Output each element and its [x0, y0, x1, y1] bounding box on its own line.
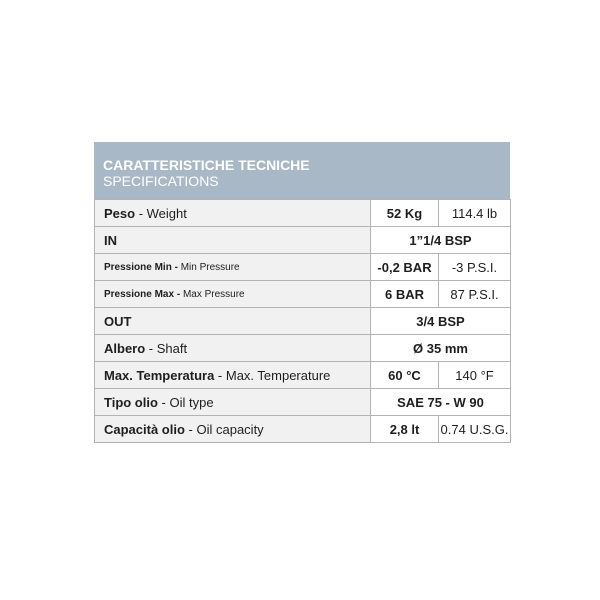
table-row — [95, 308, 511, 335]
label-italian: Pressione Max - — [104, 288, 181, 300]
row-label — [95, 335, 371, 362]
table-row — [95, 281, 511, 308]
spec-grid — [94, 199, 511, 443]
table-header — [94, 142, 510, 199]
label-separator: - — [214, 367, 226, 383]
label-italian: Max. Temperatura — [104, 367, 215, 383]
table-row — [95, 254, 511, 281]
table-row — [95, 389, 511, 416]
label-italian: Albero — [104, 340, 146, 356]
value-imperial: -3 P.S.I. — [439, 254, 511, 281]
row-label — [95, 416, 371, 443]
row-label — [95, 362, 371, 389]
table-row — [95, 416, 511, 443]
label-english: Oil type — [169, 394, 214, 410]
specifications-table — [94, 142, 510, 443]
value-metric: 60 °C — [371, 362, 439, 389]
table-row — [95, 335, 511, 362]
label-separator: - — [157, 394, 170, 410]
label-english: Max. Temperature — [225, 367, 331, 383]
value-imperial: 0.74 U.S.G. — [439, 416, 511, 443]
value-combined: Ø 35 mm — [371, 335, 511, 362]
label-english: Min Pressure — [180, 261, 240, 273]
value-imperial: 114.4 lb — [439, 200, 511, 227]
header-title-italian: CARATTERISTICHE TECNICHE — [103, 157, 310, 173]
table-row — [95, 362, 511, 389]
row-label — [95, 281, 371, 308]
label-separator: - — [135, 205, 147, 221]
table-row — [95, 200, 511, 227]
label-italian: IN — [104, 232, 117, 248]
value-combined: 3/4 BSP — [371, 308, 511, 335]
label-italian: Peso — [104, 205, 136, 221]
value-metric: -0,2 BAR — [371, 254, 439, 281]
label-separator: - — [145, 340, 157, 356]
row-label — [95, 389, 371, 416]
value-metric: 52 Kg — [371, 200, 439, 227]
label-english: Max Pressure — [182, 288, 245, 300]
label-english: Weight — [146, 205, 187, 221]
label-italian: Pressione Min - — [104, 261, 178, 273]
table-row — [95, 227, 511, 254]
row-label — [95, 227, 371, 254]
value-metric: 6 BAR — [371, 281, 439, 308]
label-italian: Capacità olio — [104, 421, 185, 437]
label-italian: OUT — [104, 313, 132, 329]
label-separator: - — [184, 421, 197, 437]
header-title-english: SPECIFICATIONS — [103, 173, 219, 189]
value-imperial: 87 P.S.I. — [439, 281, 511, 308]
value-imperial: 140 °F — [439, 362, 511, 389]
label-italian: Tipo olio — [104, 394, 158, 410]
value-combined: SAE 75 - W 90 — [371, 389, 511, 416]
value-combined: 1”1/4 BSP — [371, 227, 511, 254]
row-label — [95, 200, 371, 227]
row-label — [95, 308, 371, 335]
label-english: Oil capacity — [196, 421, 264, 437]
row-label — [95, 254, 371, 281]
value-metric: 2,8 lt — [371, 416, 439, 443]
label-english: Shaft — [156, 340, 188, 356]
